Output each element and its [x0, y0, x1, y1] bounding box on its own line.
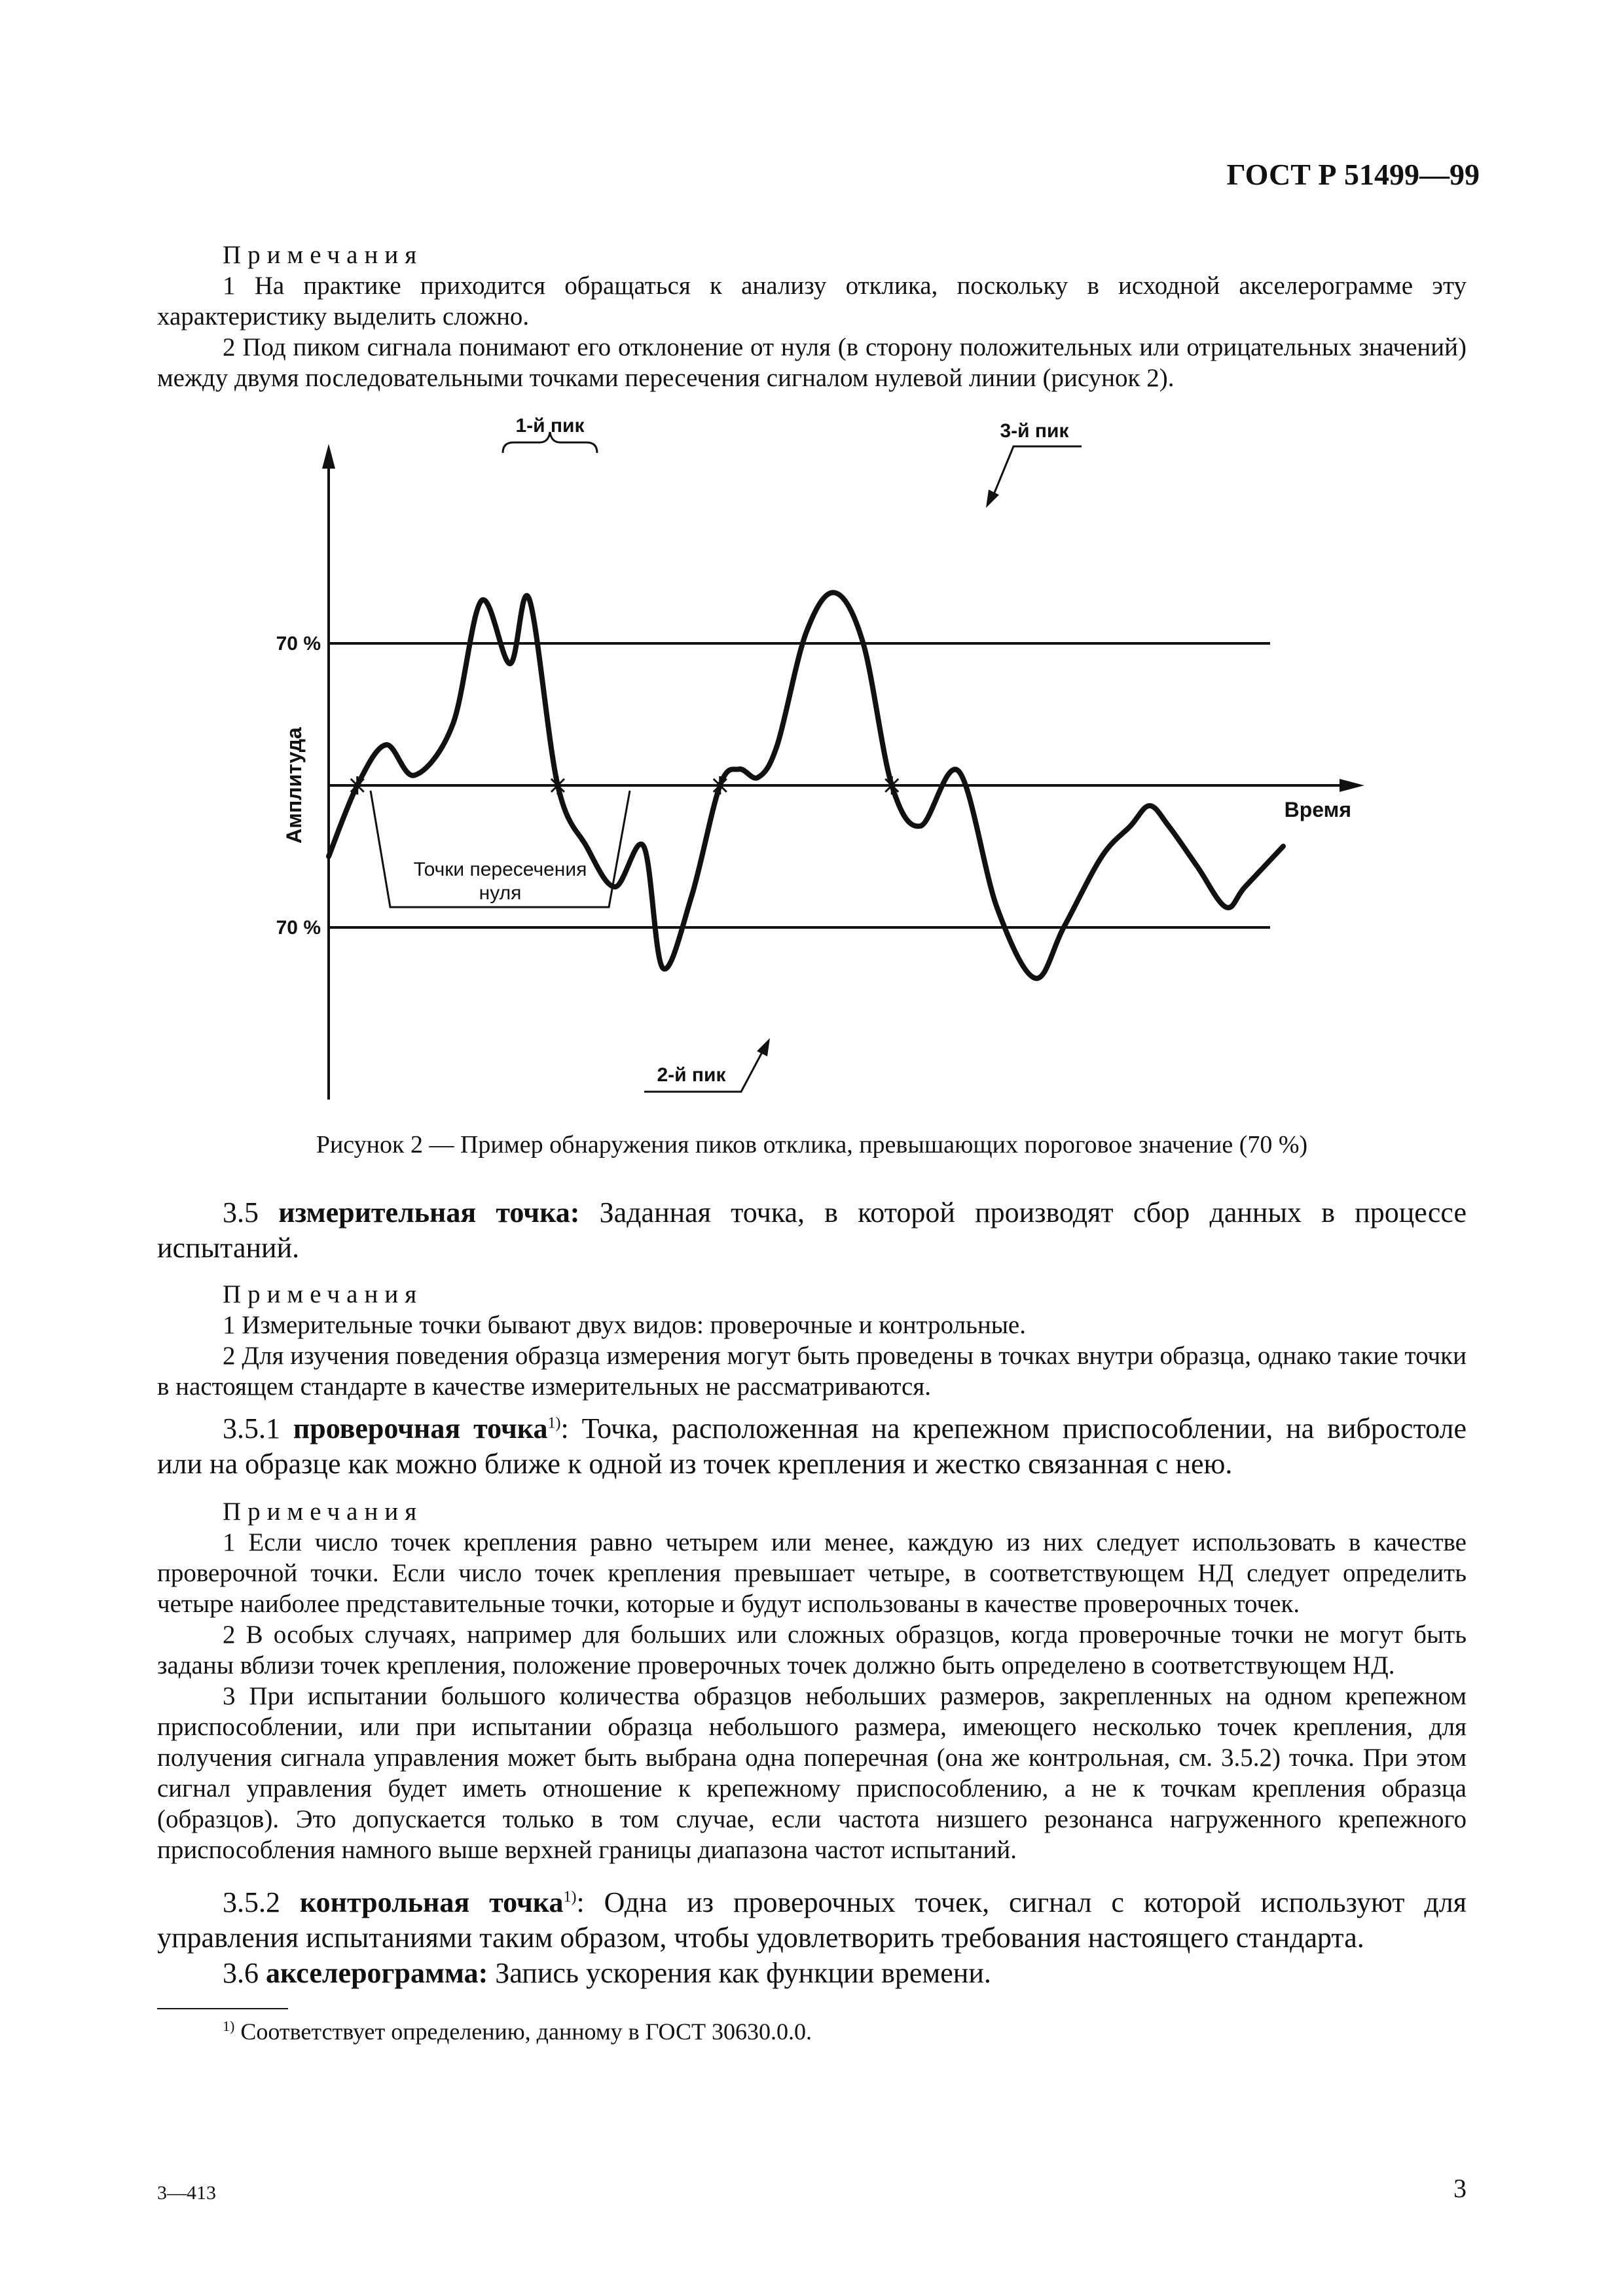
zero-crossing-marker — [348, 776, 367, 795]
section-number: 3.5.1 — [223, 1412, 280, 1444]
section-number: 3.6 — [223, 1957, 259, 1989]
note-1-2: 2 Под пиком сигнала понимают его отклонение от нуля (в сторону положительных или отрицательных значений) между двумя последовательными точками пересечения сигналом нулевой линии (рисунок 2). — [157, 333, 1467, 392]
zero-crossing-marker — [711, 776, 729, 795]
section-number: 3.5.2 — [223, 1886, 280, 1918]
zero-crossing-marker — [883, 776, 901, 795]
footnote-ref: 1) — [547, 1414, 561, 1432]
page-number: 3 — [1453, 2174, 1467, 2203]
note-1-1: 1 На практике приходится обращаться к анализу отклика, поскольку в исходной акселерограмме эту характеристику выделить сложно. — [157, 272, 1467, 331]
notes-title: Примечания — [223, 241, 424, 269]
section-3-5-2-text — [157, 1885, 1467, 1956]
zero-cross-label-line2: нуля — [479, 882, 522, 904]
print-ref: 3—413 — [157, 2182, 216, 2204]
section-3-5 — [157, 1195, 1467, 1266]
section-3-5-1-text — [157, 1411, 1467, 1482]
notes-block-3 — [157, 1496, 1467, 1865]
note-3-2: 2 В особых случаях, например для больших или сложных образцов, когда проверочные точки не могут быть заданы вблизи точек крепления, положение проверочных точек должно быть определено в соответствующем НД. — [157, 1621, 1467, 1679]
zero-crossing-marker — [549, 776, 567, 795]
section-3-6-text — [157, 1956, 1467, 1991]
definition: Заданная точка, в которой производят сбор данных в процессе испытаний. — [157, 1196, 1467, 1264]
gost-header: ГОСТ Р 51499—99 — [1226, 158, 1480, 191]
x-axis-label: Время — [1284, 798, 1351, 821]
notes-block-1 — [157, 240, 1467, 393]
section-3-5-1 — [157, 1411, 1467, 1482]
note-2-2: 2 Для изучения поведения образца измерения могут быть проведены в точках внутри образца, однако такие точки в настоящем стандарте в качестве измерительных не рассматриваются. — [157, 1342, 1467, 1401]
section-number: 3.5 — [223, 1196, 259, 1229]
footnote — [223, 2017, 812, 2046]
note-2-1: 1 Измерительные точки бывают двух видов: проверочные и контрольные. — [223, 1311, 1026, 1339]
definition: Запись ускорения как функции времени. — [488, 1957, 991, 1989]
peak-1-label: 1-й пик — [515, 415, 585, 437]
term: проверочная точка — [293, 1412, 548, 1444]
term: контрольная точка — [299, 1886, 564, 1918]
peak-2-label: 2-й пик — [657, 1064, 726, 1086]
section-3-5-2 — [157, 1885, 1467, 1991]
note-3-3: 3 При испытании большого количества образцов небольших размеров, закрепленных на одном крепежном приспособлении, или при испытании образца небольшого размера, имеющего несколько точек крепления, для получения сигнала управления может быть выбрана одна поперечная (она же контрольная, см. 3.5.2) точка. При этом сигнал управления будет иметь отношение к крепежному приспособлению, а не к точкам крепления образца (образцов). Это допускается только в том случае, если частота низшего резонанса нагруженного крепежного приспособления намного выше верхней границы диапазона частот испытаний. — [157, 1682, 1467, 1864]
note-3-1: 1 Если число точек крепления равно четырем или менее, каждую из них следует использовать в качестве проверочной точки. Если число точек крепления превышает четыре, в соответствующем НД следует определить четыре наиболее представительные точки, которые и будут использованы в качестве проверочных точек. — [157, 1528, 1467, 1618]
threshold-label-lower: 70 % — [276, 917, 321, 939]
footnote-rule — [157, 2008, 288, 2009]
x-axis-arrow-icon — [1340, 779, 1364, 792]
notes-block-2 — [157, 1279, 1467, 1402]
term: измерительная точка: — [278, 1196, 580, 1229]
figure-caption: Рисунок 2 — Пример обнаружения пиков отклика, превышающих пороговое значение (70 %) — [316, 1131, 1308, 1158]
peak-detection-chart — [249, 406, 1401, 1119]
footnote-mark: 1) — [223, 2018, 235, 2034]
section-3-5-text — [157, 1195, 1467, 1266]
y-axis-label: Амплитуда — [282, 727, 306, 844]
term: акселерограмма: — [266, 1957, 488, 1989]
notes-title: Примечания — [223, 1280, 424, 1308]
y-axis-arrow-icon — [322, 444, 335, 469]
footnote-text: Соответствует определению, данному в ГОСТ 30630.0.0. — [234, 2018, 812, 2045]
figure-2 — [249, 406, 1401, 1119]
threshold-label-upper: 70 % — [276, 633, 321, 655]
footnote-ref: 1) — [563, 1888, 577, 1906]
definition: : Точка, расположенная на крепежном приспособлении, на вибростоле или на образце как можно ближе к одной из точек крепления и жестко связанная с нею. — [157, 1412, 1467, 1480]
peak-2-arrow-icon — [757, 1038, 770, 1056]
peak-3-arrow-icon — [986, 490, 999, 508]
notes-title: Примечания — [223, 1498, 424, 1526]
peak-3-leader — [993, 446, 1082, 497]
zero-cross-label-line1: Точки пересечения — [413, 859, 587, 880]
peak-3-label: 3-й пик — [1000, 420, 1069, 442]
definition: : Одна из проверочных точек, сигнал с которой используют для управления испытаниями таким образом, чтобы удовлетворить требования настоящего стандарта. — [157, 1886, 1467, 1954]
